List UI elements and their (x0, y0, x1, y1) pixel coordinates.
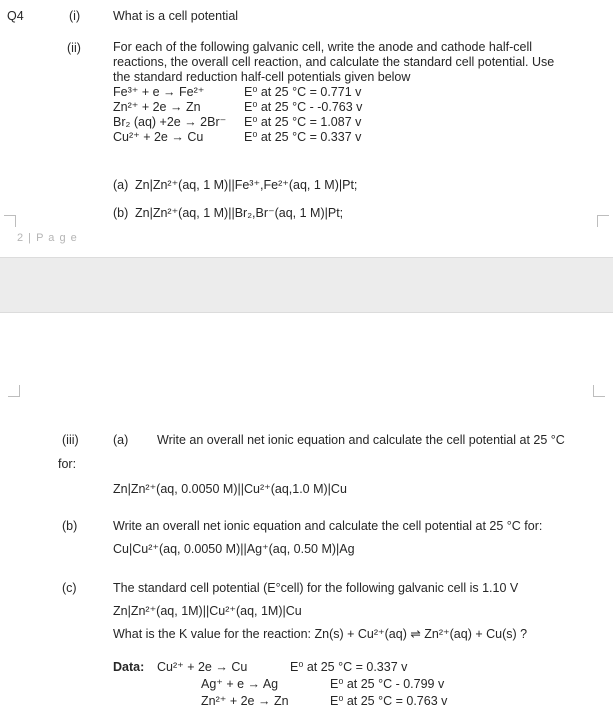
cell-a-label: (a) (113, 178, 129, 192)
part-iii-a-label: (a) (113, 433, 129, 447)
page-corner-mark (597, 215, 609, 227)
part-iii-b-label: (b) (62, 519, 78, 533)
data-reaction-list (157, 659, 289, 710)
page-corner-mark (8, 385, 20, 397)
half-potential: E⁰ at 25 °C = 0.337 v (244, 130, 362, 144)
part-iii-c-cell: Zn|Zn²⁺(aq, 1M)||Cu²⁺(aq, 1M)|Cu (113, 604, 302, 618)
page-gap (0, 257, 613, 313)
data-potential-list (290, 659, 447, 710)
data-potential: E⁰ at 25 °C = 0.337 v (290, 660, 408, 674)
intro-line: the standard reduction half-cell potentials given below (113, 70, 411, 84)
part-iii-a-text: Write an overall net ionic equation and calculate the cell potential at 25 °C (157, 433, 565, 447)
page-footer: 2 | P a g e (17, 232, 78, 244)
half-reaction: Fe³⁺ + e → Fe²⁺ (113, 85, 205, 99)
part-iii-b-text: Write an overall net ionic equation and calculate the cell potential at 25 °C for: (113, 519, 543, 533)
half-potential: E⁰ at 25 °C = 1.087 v (244, 115, 362, 129)
data-reaction: Zn²⁺ + 2e → Zn (201, 694, 289, 708)
cell-b-label: (b) (113, 206, 129, 220)
part-ii-label: (ii) (67, 41, 81, 55)
data-potential: E⁰ at 25 °C = 0.763 v (330, 694, 448, 708)
part-iii-c-text: The standard cell potential (E°cell) for the following galvanic cell is 1.10 V (113, 581, 519, 595)
half-reaction-list (113, 85, 226, 145)
page-corner-mark (593, 385, 605, 397)
part-iii-for: for: (58, 457, 77, 471)
half-reaction: Zn²⁺ + 2e → Zn (113, 100, 201, 114)
part-iii-c-question: What is the K value for the reaction: Zn(s) + Cu²⁺(aq) ⇌ Zn²⁺(aq) + Cu(s) ? (113, 627, 528, 641)
half-potential: E⁰ at 25 °C = 0.771 v (244, 85, 362, 99)
question-number: Q4 (7, 9, 24, 23)
intro-line: reactions, the overall cell reaction, and calculate the standard cell potential. Use (113, 55, 555, 69)
part-i-label: (i) (69, 9, 81, 23)
data-reaction: Cu²⁺ + 2e → Cu (157, 660, 248, 674)
part-ii-intro (113, 40, 554, 85)
half-reaction: Br₂ (aq) +2e → 2Br⁻ (113, 115, 227, 129)
part-iii-b-cell: Cu|Cu²⁺(aq, 0.0050 M)||Ag⁺(aq, 0.50 M)|Ag (113, 542, 355, 556)
part-i-text: What is a cell potential (113, 9, 239, 23)
half-reaction: Cu²⁺ + 2e → Cu (113, 130, 204, 144)
cell-a-notation: Zn|Zn²⁺(aq, 1 M)||Fe³⁺,Fe²⁺(aq, 1 M)|Pt; (135, 178, 358, 192)
page-corner-mark (4, 215, 16, 227)
data-potential: E⁰ at 25 °C - 0.799 v (330, 677, 445, 691)
part-iii-a-cell: Zn|Zn²⁺(aq, 0.0050 M)||Cu²⁺(aq,1.0 M)|Cu (113, 482, 347, 496)
intro-line: For each of the following galvanic cell, write the anode and cathode half-cell (113, 40, 533, 54)
data-label: Data: (113, 660, 145, 674)
half-potential: E⁰ at 25 °C - -0.763 v (244, 100, 363, 114)
part-iii-label: (iii) (62, 433, 79, 447)
part-iii-c-label: (c) (62, 581, 77, 595)
half-potential-list (244, 85, 362, 145)
cell-b-notation: Zn|Zn²⁺(aq, 1 M)||Br₂,Br⁻(aq, 1 M)|Pt; (135, 206, 344, 220)
data-reaction: Ag⁺ + e → Ag (201, 677, 279, 691)
